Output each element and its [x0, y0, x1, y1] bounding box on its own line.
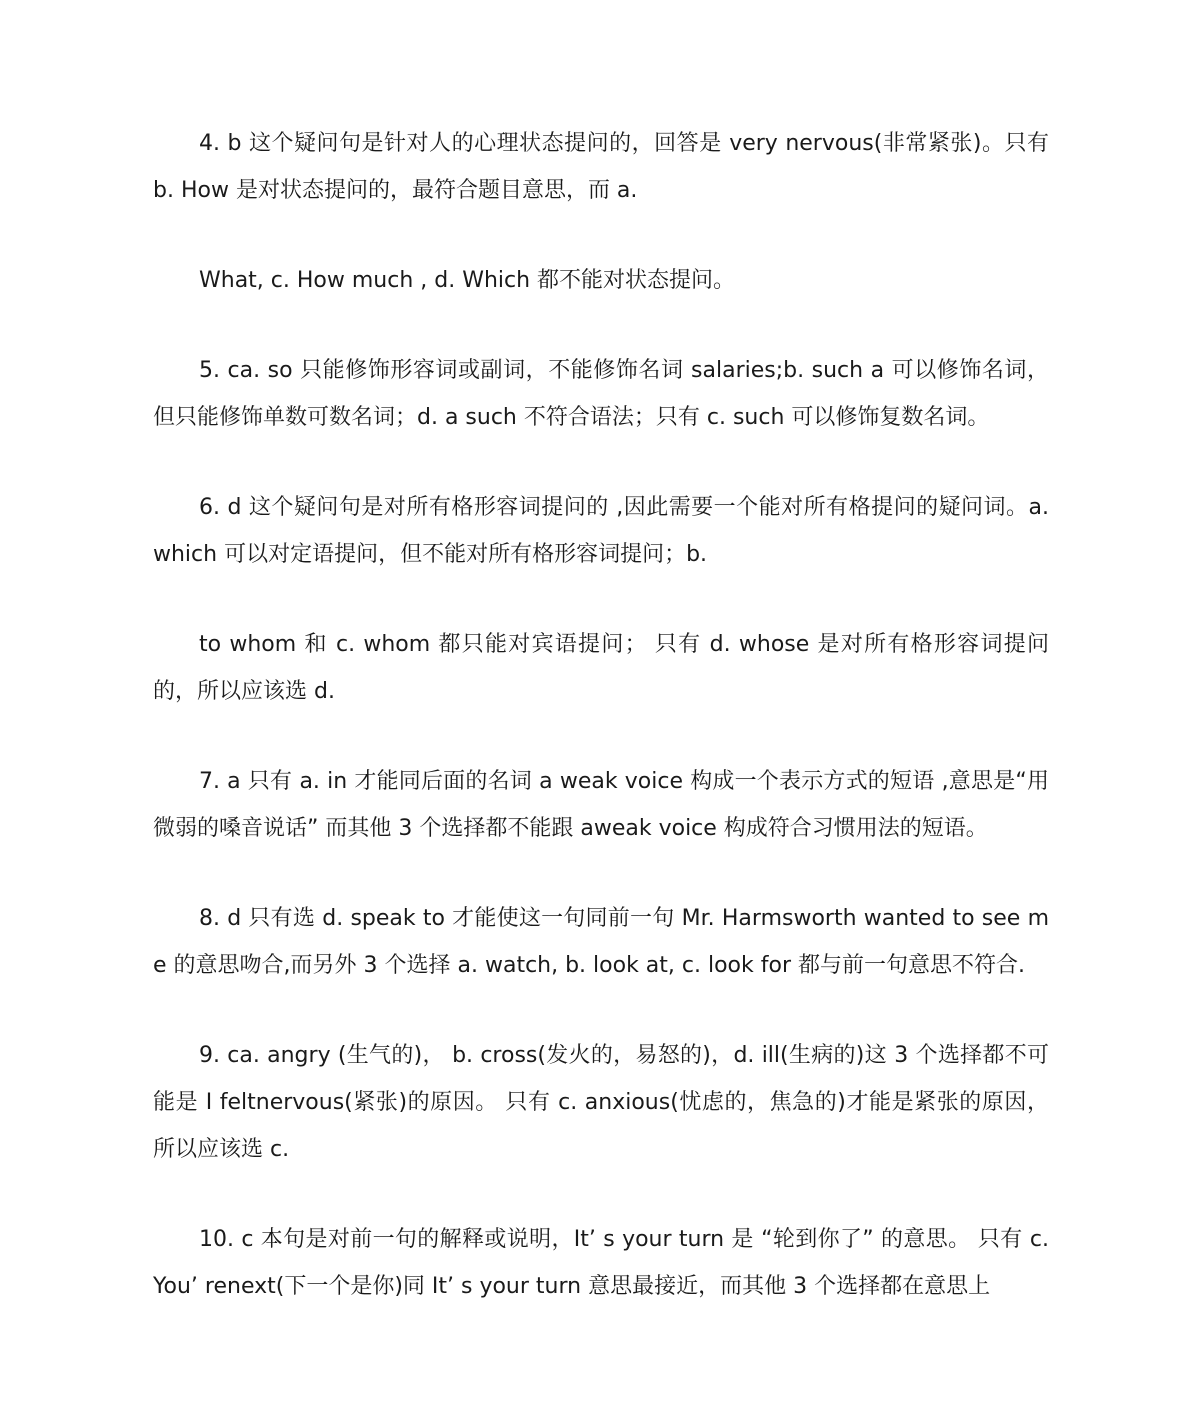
paragraph-answer-7: 7. a 只有 a. in 才能同后面的名词 a weak voice 构成一个表示方式的短语 ,意思是“用微弱的嗓音说话” 而其他 3 个选择都不能跟 aweak voice 构成符合习惯用法的短语。 [153, 769, 1049, 841]
paragraph-answer-9: 9. ca. angry (生气的)， b. cross(发火的，易怒的)，d. ill(生病的)这 3 个选择都不可能是 I feltnervous(紧张)的原因。 只有 c. anxious(忧虑的，焦急的)才能是紧张的原因，所以应该选 c. [153, 1043, 1049, 1162]
paragraph-answer-8: 8. d 只有选 d. speak to 才能使这一句同前一句 Mr. Harmsworth wanted to see me 的意思吻合,而另外 3 个选择 a. watch, b. look at, c. look for 都与前一句意思不符合. [153, 906, 1049, 978]
paragraph-answer-4: 4. b 这个疑问句是针对人的心理状态提问的，回答是 very nervous(非常紧张)。只有 b. How 是对状态提问的，最符合题目意思，而 a. [153, 131, 1049, 203]
document-body [153, 120, 1049, 1353]
paragraph-answer-6-continued: to whom 和 c. whom 都只能对宾语提问； 只有 d. whose 是对所有格形容词提问的，所以应该选 d. [153, 632, 1049, 704]
paragraph-answer-10: 10. c 本句是对前一句的解释或说明，It’ s your turn 是 “轮到你了” 的意思。 只有 c. You’ renext(下一个是你)同 It’ s your turn 意思最接近，而其他 3 个选择都在意思上 [153, 1227, 1049, 1299]
paragraph-answer-5: 5. ca. so 只能修饰形容词或副词，不能修饰名词 salaries;b. such a 可以修饰名词，但只能修饰单数可数名词；d. a such 不符合语法；只有 c. such 可以修饰复数名词。 [153, 358, 1049, 430]
paragraph-answer-4-continued: What, c. How much , d. Which 都不能对状态提问。 [199, 268, 736, 293]
paragraph-answer-6: 6. d 这个疑问句是对所有格形容词提问的 ,因此需要一个能对所有格提问的疑问词。a. which 可以对定语提问，但不能对所有格形容词提问；b. [153, 495, 1049, 567]
